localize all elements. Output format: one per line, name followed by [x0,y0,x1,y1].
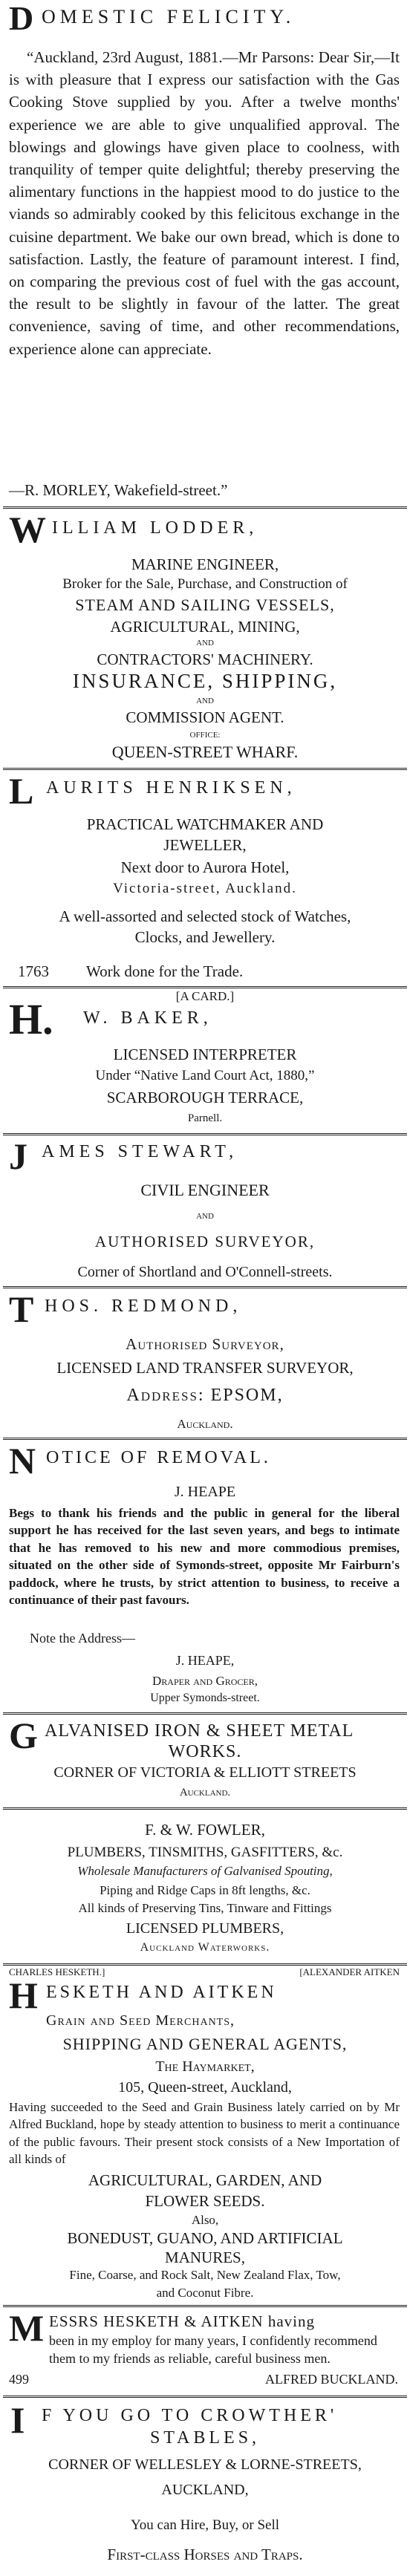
ad-line: CIVIL ENGINEER [140,1181,270,1199]
ad-line: You can Hire, Buy, or Sell [130,2517,280,2533]
divider [3,1963,407,1966]
ad-line: CONTRACTORS' MACHINERY. [97,650,313,668]
testimonial-text: “Auckland, 23rd August, 1881.—Mr Parsons: Dear Sir,—It is with pleasure that I express our satisfaction with the Gas Cooking Stove supplied by you. After a twelve months' experience we are able to give unqualified approval. The blowings and glowings have given place to coolness, with tranquility of temper quite delightful; thereby preserving the alimentary functions in the happiest mood to do justice to the viands so admirably cooked by this felicitous exchange in the cuisine department. We bake our own bread, which is done to satisfaction. Lastly, the feature of paramount interest. I find, on comparing the previous cost of fuel with the gas account, the result to be slightly in favour of the latter. The great convenience, saving of time, and other recommendations, experience alone can appreciate. [9,48,400,358]
ad-line: A well-assorted and selected stock of Watches, [59,907,351,925]
divider [3,768,407,770]
ad-title: OMESTIC FELICITY. [42,6,296,27]
ad-line: MARINE ENGINEER, [131,555,279,573]
ad-line: COMMISSION AGENT. [126,708,284,726]
ad-line: Victoria-street, Auckland. [113,881,297,896]
ad-line: MANURES, [165,2249,245,2266]
ad-line: Note the Address— [30,1631,135,1646]
ad-line: LICENSED LAND TRANSFER SURVEYOR, [56,1359,354,1377]
divider [3,2305,407,2307]
ad-line: AGRICULTURAL, MINING, [110,618,300,636]
ad-title: WORKS. [168,1742,242,1761]
divider [3,1133,407,1135]
ad-line: AGRICULTURAL, GARDEN, AND [88,2171,322,2189]
ad-line: Wholesale Manufacturers of Galvanised Spouting, [77,1864,333,1878]
ad-line: BONEDUST, GUANO, AND ARTIFICIAL [67,2229,343,2247]
ad-line: AND [196,1212,214,1221]
ad-line: Authorised Surveyor, [126,1335,284,1353]
ad-line: 105, Queen-street, Auckland, [118,2079,292,2096]
ad-line: The Haymarket, [155,2058,255,2075]
ad-title: ESSRS HESKETH & AITKEN having [49,2312,316,2330]
ad-title: W. BAKER, [83,1008,212,1028]
ad-title: AURITS HENRIKSEN, [46,778,296,798]
messrs-text: been in my employ for many years, I confidently recommend them to my friends as reliable, careful business men. [49,2333,377,2366]
ad-line: SCARBOROUGH TERRACE, [106,1089,304,1106]
testimonial-signature: —R. MORLEY, Wakefield-street.” [9,481,228,499]
ad-line: Corner of Shortland and O'Connell-streets. [77,1264,333,1280]
drop-initial: H [9,1975,38,2016]
ad-line: AND [196,697,214,705]
ad-line: CORNER OF VICTORIA & ELLIOTT STREETS [53,1764,357,1781]
divider [3,1438,407,1440]
divider [3,1286,407,1288]
ad-title: F YOU GO TO CROWTHER' [42,2406,338,2425]
drop-initial: T [9,1288,34,1330]
ad-number: 499 [9,2372,29,2387]
drop-initial: M [9,2307,45,2349]
partner-name: CHARLES HESKETH.] [9,1966,105,1977]
drop-initial: G [9,1715,38,1756]
ad-line: CORNER OF WELLESLEY & LORNE-STREETS, [48,2456,362,2473]
ad-line: Next door to Aurora Hotel, [120,858,290,876]
ad-line: Auckland. [179,1787,231,1799]
ad-title: F. & W. FOWLER, [145,1821,265,1839]
ad-line: Parnell. [187,1112,223,1124]
ad-line: and Coconut Fibre. [156,2286,254,2300]
ad-number: 1763 [18,962,49,980]
divider [3,1807,407,1810]
ad-title: STABLES, [149,2428,261,2448]
ad-line: J. HEAPE [174,1484,236,1500]
ad-line: Work done for the Trade. [86,962,244,980]
notice-text: Begs to thank his friends and the public in general for the liberal support he has received for the last seven years, and begs to intimate that he has removed to his new and more commodious premises, situated on the other side of Symonds-street, opposite Mr Fairburn's paddock, where he trusts, by strict attention to business, to receive a continuance of their past favours. [9,1506,400,1608]
ad-line: Auckland. [177,1417,233,1431]
ad-line: FLOWER SEEDS. [145,2192,265,2210]
ad-line: Address: EPSOM, [126,1386,284,1405]
ad-line: PLUMBERS, TINSMITHS, GASFITTERS, &c. [67,1845,343,1860]
ad-line: QUEEN-STREET WHARF. [111,743,299,761]
divider [3,2396,407,2398]
ad-line: LICENSED INTERPRETER [113,1046,297,1063]
ad-title: ESKETH AND AITKEN [46,1983,277,2002]
drop-initial: J [9,1135,27,1177]
drop-initial: L [9,770,34,812]
ad-line: SHIPPING AND GENERAL AGENTS, [62,2035,348,2053]
ad-title: HOS. REDMOND, [45,1297,242,1316]
hesketh-text: Having succeeded to the Seed and Grain Business lately carried on by Mr Alfred Buckland, hope by steady attention to business to merit a continuance of the public favours. Their present stock consists of a New Importation of all kinds of [9,2100,400,2167]
ad-line: LICENSED PLUMBERS, [126,1920,284,1937]
ad-line: Clocks, and Jewellery. [134,928,276,946]
partner-name: [ALEXANDER AITKEN [299,1966,400,1977]
ad-line: First-class Horses and Traps. [107,2546,303,2563]
ad-line: JEWELLER, [163,836,247,854]
divider [3,506,407,509]
ad-line: Piping and Ridge Caps in 8ft lengths, &c. [100,1883,310,1897]
drop-initial: D [9,0,34,37]
divider [3,1712,407,1715]
divider [3,986,407,988]
ad-line: OFFICE: [189,731,221,740]
ad-line: AUCKLAND, [161,2482,249,2498]
ad-line: Grain and Seed Merchants, [46,2012,235,2029]
ad-line: AUTHORISED SURVEYOR, [94,1233,316,1250]
card-label: [A CARD.] [175,989,235,1003]
drop-initial: N [9,1440,36,1481]
ad-line: Broker for the Sale, Purchase, and Construction of [62,576,348,592]
drop-initial: W [9,509,46,550]
ad-line: PRACTICAL WATCHMAKER AND [86,815,324,833]
ad-line: Under “Native Land Court Act, 1880,” [95,1068,315,1083]
ad-line: All kinds of Preserving Tins, Tinware and Fittings [78,1901,332,1915]
ad-line: Fine, Coarse, and Rock Salt, New Zealand Flax, Tow, [69,2268,341,2282]
ad-line: Upper Symonds-street. [150,1692,260,1704]
ad-title: OTICE OF REMOVAL. [46,1448,271,1467]
ad-title: ILLIAM LODDER, [52,518,258,538]
ad-title: ALVANISED IRON & SHEET METAL [45,1721,354,1741]
ad-line: ALFRED BUCKLAND. [264,2372,398,2387]
drop-initial: I [10,2399,25,2441]
ad-line: Draper and Grocer, [152,1674,258,1688]
ad-line: J. HEAPE, [175,1653,235,1668]
ad-line: AND [196,639,214,648]
ad-line: Auckland Waterworks. [140,1941,270,1954]
ad-line: Also, [191,2213,219,2227]
ad-line: STEAM AND SAILING VESSELS, [75,596,335,614]
ad-line: INSURANCE, SHIPPING, [72,670,338,692]
ad-title: AMES STEWART, [42,1142,238,1161]
drop-initial: H. [9,995,53,1043]
